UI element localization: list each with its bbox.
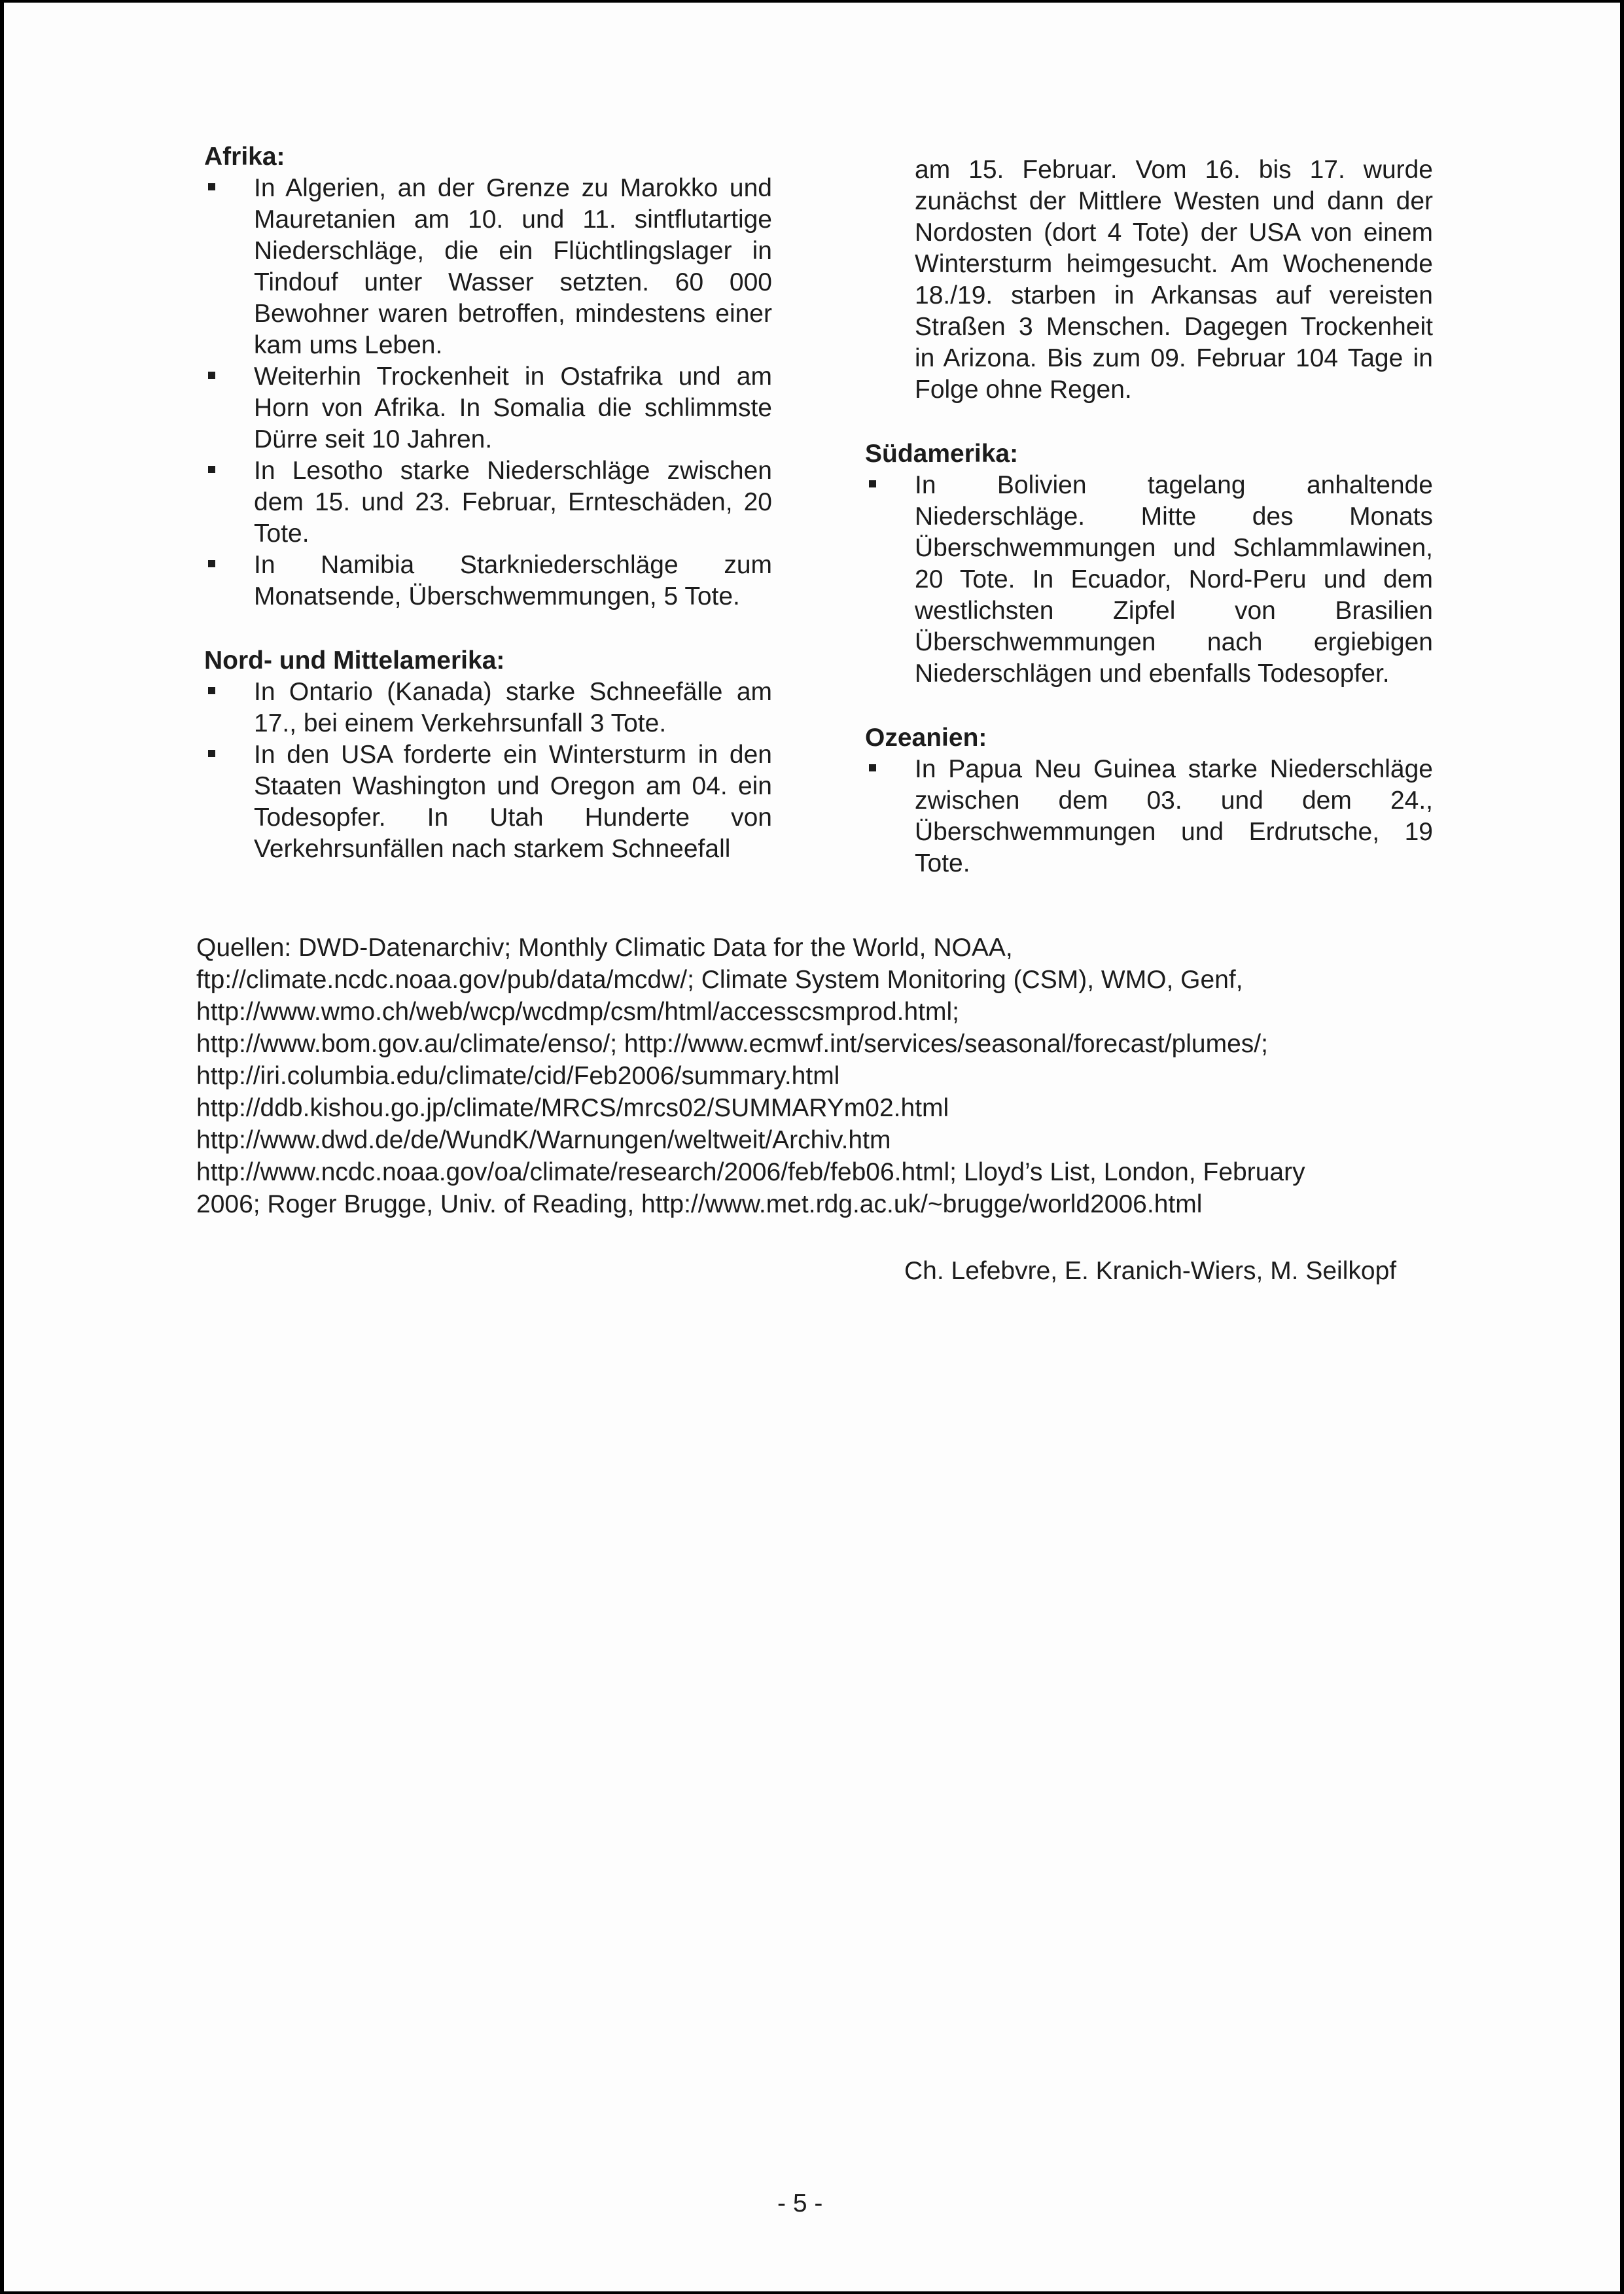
continued-paragraph: am 15. Februar. Vom 16. bis 17. wurde zunächst der Mittlere Westen und dann der Nordosten (dort 4 Tote) der USA von einem Wintersturm heimgesucht. Am Wochenende 18./19. starben in Arkansas auf vereisten Straßen 3 Menschen. Dagegen Trockenheit in Arizona. Bis zum 09. Februar 104 Tage in Folge ohne Regen. bbox=[915, 156, 1433, 404]
bullet-icon bbox=[869, 480, 876, 487]
page-number: - 5 - bbox=[777, 2189, 823, 2217]
document-page bbox=[4, 3, 1620, 2291]
source-line: http://ddb.kishou.go.jp/climate/MRCS/mrcs02/SUMMARYm02.html bbox=[196, 1094, 949, 1122]
list-item: In Bolivien tagelang anhaltende Niederschläge. Mitte des Monats Überschwemmungen und Schlammlawinen, 20 Tote. In Ecuador, Nord-Peru und dem westlichsten Zipfel von Brasilien Überschwemmungen nach ergiebigen Niederschlägen und ebenfalls Todesopfer. bbox=[865, 470, 1433, 690]
section-heading: Afrika: bbox=[204, 143, 285, 171]
sources-block bbox=[196, 932, 1439, 1220]
bullet-list bbox=[865, 470, 1433, 690]
list-item: Weiterhin Trockenheit in Ostafrika und am Horn von Afrika. In Somalia die schlimmste Dürre seit 10 Jahren. bbox=[204, 361, 772, 455]
section-ozeanien bbox=[865, 722, 1433, 879]
section-heading: Nord- und Mittelamerika: bbox=[204, 646, 505, 675]
list-item: In Lesotho starke Niederschläge zwischen dem 15. und 23. Februar, Ernteschäden, 20 Tote. bbox=[204, 455, 772, 550]
section-heading: Ozeanien: bbox=[865, 724, 987, 752]
section-nordamerika bbox=[204, 645, 772, 865]
list-item: In den USA forderte ein Wintersturm in den Staaten Washington und Oregon am 04. ein Todesopfer. In Utah Hunderte von Verkehrsunfällen nach starkem Schneefall bbox=[204, 739, 772, 865]
bullet-list bbox=[204, 173, 772, 612]
bullet-icon bbox=[208, 560, 215, 567]
authors: Ch. Lefebvre, E. Kranich-Wiers, M. Seilkopf bbox=[904, 1257, 1397, 1285]
right-column bbox=[865, 154, 1433, 912]
section-suedamerika bbox=[865, 438, 1433, 690]
section-heading: Südamerika: bbox=[865, 440, 1019, 468]
source-line: http://www.dwd.de/de/WundK/Warnungen/weltweit/Archiv.htm bbox=[196, 1126, 891, 1154]
source-line: http://www.wmo.ch/web/wcp/wcdmp/csm/html/accesscsmprod.html; bbox=[196, 998, 959, 1026]
bullet-icon bbox=[208, 183, 215, 190]
section-afrika bbox=[204, 141, 772, 612]
source-line: 2006; Roger Brugge, Univ. of Reading, http://www.met.rdg.ac.uk/~brugge/world2006.html bbox=[196, 1190, 1203, 1218]
source-line: Quellen: DWD-Datenarchiv; Monthly Climatic Data for the World, NOAA, bbox=[196, 934, 1013, 962]
list-item: In Ontario (Kanada) starke Schneefälle am 17., bei einem Verkehrsunfall 3 Tote. bbox=[204, 677, 772, 739]
list-item: In Namibia Starkniederschläge zum Monatsende, Überschwemmungen, 5 Tote. bbox=[204, 550, 772, 612]
bullet-list bbox=[865, 754, 1433, 879]
bullet-icon bbox=[869, 764, 876, 771]
source-line: http://www.bom.gov.au/climate/enso/; http://www.ecmwf.int/services/seasonal/forecast/plumes/; bbox=[196, 1030, 1268, 1058]
bullet-list bbox=[204, 677, 772, 865]
source-line: http://iri.columbia.edu/climate/cid/Feb2006/summary.html bbox=[196, 1062, 840, 1090]
bullet-icon bbox=[208, 466, 215, 473]
bullet-icon bbox=[208, 372, 215, 379]
list-item: In Algerien, an der Grenze zu Marokko und Mauretanien am 10. und 11. sintflutartige Niederschläge, die ein Flüchtlingslager in Tindouf unter Wasser setzten. 60 000 Bewohner waren betroffen, mindestens einer kam ums Leben. bbox=[204, 173, 772, 361]
bullet-icon bbox=[208, 750, 215, 757]
left-column bbox=[204, 141, 772, 898]
bullet-icon bbox=[208, 687, 215, 694]
list-item: In Papua Neu Guinea starke Niederschläge zwischen dem 03. und dem 24., Überschwemmungen und Erdrutsche, 19 Tote. bbox=[865, 754, 1433, 879]
source-line: http://www.ncdc.noaa.gov/oa/climate/research/2006/feb/feb06.html; Lloyd’s List, London, February bbox=[196, 1158, 1305, 1186]
source-line: ftp://climate.ncdc.noaa.gov/pub/data/mcdw/; Climate System Monitoring (CSM), WMO, Genf, bbox=[196, 966, 1243, 994]
